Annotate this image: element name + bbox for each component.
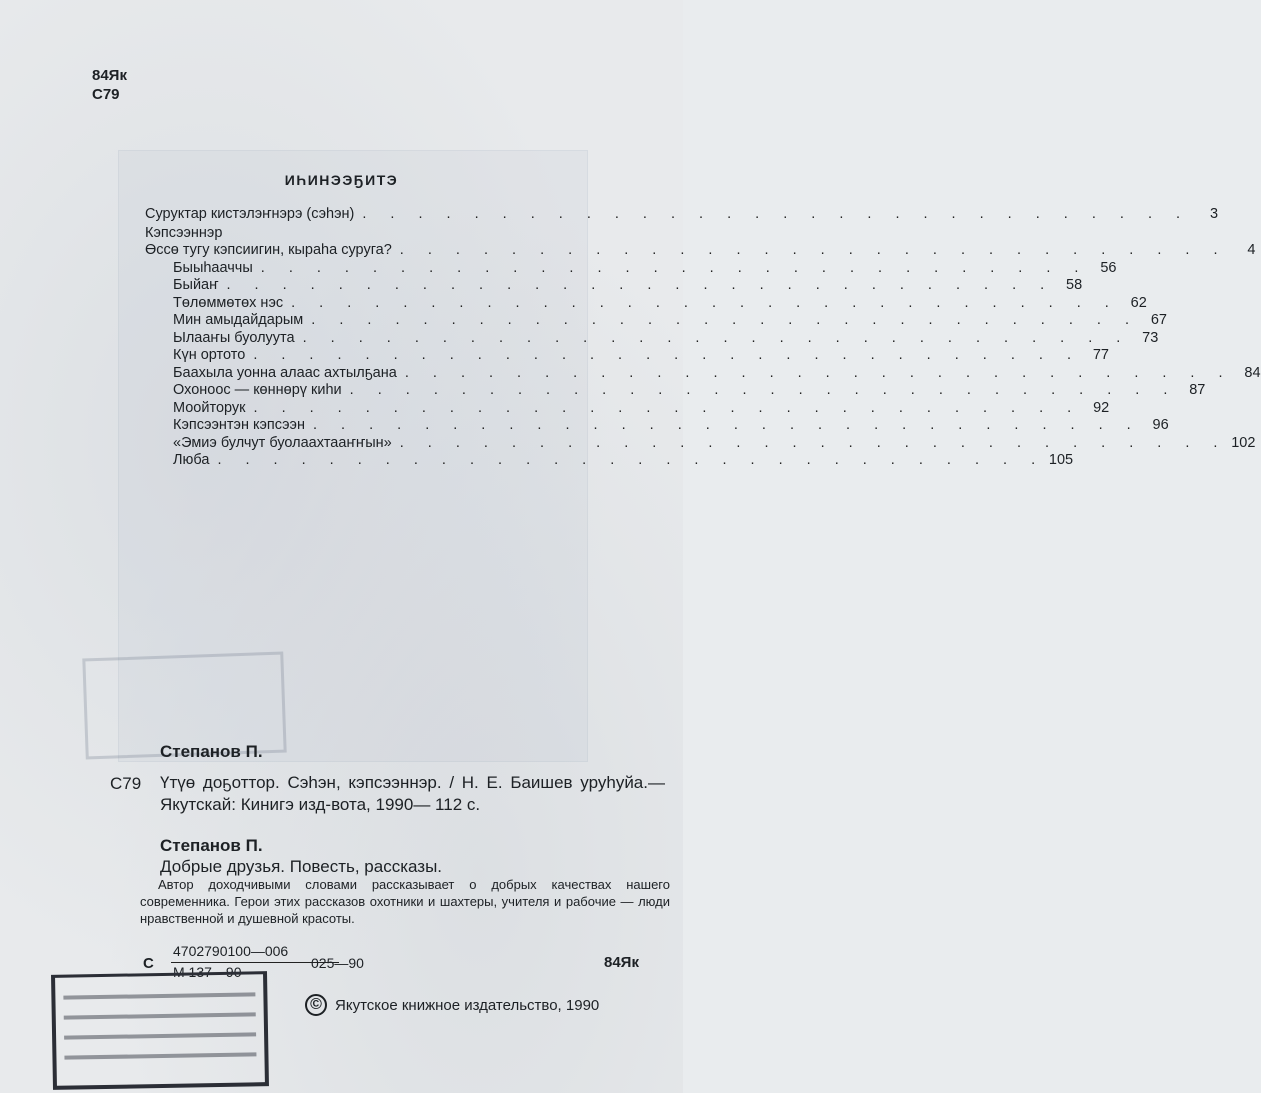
toc-leader-dots: . . . . . . . . . . . . . . . . . . . . . . . . . . . . . . (226, 277, 1055, 293)
toc-leader-dots: . . . . . . . . . . . . . . . . . . . . . . . . . . . . . . (362, 206, 1191, 222)
classification-code-bottom: С79 (92, 86, 120, 103)
table-of-contents (145, 206, 1261, 470)
toc-entry-page: 92 (1093, 399, 1110, 416)
call-number: С79 (110, 774, 142, 793)
toc-leader-dots: . . . . . . . . . . . . . . . . . . . . . . . . . . . . . . (312, 417, 1141, 433)
toc-leader-dots: . . . . . . . . . . . . . . . . . . . . . . . . . . . . . . (311, 312, 1139, 328)
toc-leader-dots: . . . . . . . . . . . . . . . . . . . . . . . . . . . . . . (404, 364, 1233, 381)
bibliographic-description: Үтүө доҕоттор. Сэһэн, кэпсээннэр. / Н. Е. Баишев уруһуйа.— Якутскай: Кинигэ изд-вота, 1990— 112 с. (160, 773, 665, 814)
toc-entry (145, 312, 1167, 330)
toc-entry-title: Моойторук (173, 399, 246, 416)
russian-title: Добрые друзья. Повесть, рассказы. (160, 857, 443, 876)
toc-entry (145, 347, 1109, 365)
toc-entry-title: «Эмиэ булчут буолаахтааҥҥын» (173, 434, 392, 451)
index-letter: С (143, 955, 154, 972)
toc-entry (145, 364, 1261, 383)
classification-code-top: 84Як (92, 67, 127, 84)
toc-entry-page: 67 (1150, 312, 1167, 328)
toc-entry-page: 4 (1247, 242, 1256, 258)
toc-entry-page: 105 (1048, 452, 1074, 468)
toc-entry-title: Өссө тугу кэпсиигин, кыраһа суруга? (145, 242, 392, 258)
index-suffix: 025—90 (311, 955, 364, 971)
toc-entry (145, 382, 1206, 400)
toc-entry-page: 96 (1152, 417, 1169, 433)
toc-entry-title: Мин амыдайдарым (173, 312, 304, 328)
toc-entry (145, 259, 1117, 278)
toc-leader-dots: . . . . . . . . . . . . . . . . . . . . . . . . . . . . . . (399, 434, 1228, 451)
library-stamp (51, 971, 269, 1090)
toc-entry (145, 277, 1083, 295)
toc-leader-dots: . . . . . . . . . . . . . . . . . . . . . . . . . . . . . . (253, 399, 1082, 416)
toc-entry (145, 294, 1147, 313)
toc-leader-dots: . . . . . . . . . . . . . . . . . . . . . . . . . . . . . . (253, 347, 1081, 363)
toc-leader-dots: . . . . . . . . . . . . . . . . . . . . . . . . . . . . . . (217, 452, 1046, 468)
author-name-russian: Степанов П. (160, 836, 263, 855)
toc-entry-title: Күн ортото (173, 347, 246, 363)
toc-leader-dots: . . . . . . . . . . . . . . . . . . . . . . . . . . . . . . (349, 382, 1178, 398)
toc-entry-title: Быыһааччы (173, 259, 253, 276)
toc-entry-page: 77 (1092, 347, 1109, 363)
index-numerator: 4702790100—006 (173, 943, 289, 959)
toc-leader-dots: . . . . . . . . . . . . . . . . . . . . . . . . . . . . . . (302, 329, 1131, 346)
stamp-line (64, 1032, 256, 1039)
stamp-line (64, 1012, 256, 1019)
toc-entry-title: Люба (173, 452, 210, 468)
index-denominator: М 137—90 (173, 964, 242, 980)
toc-entry-page: 56 (1100, 259, 1117, 276)
annotation: Автор доходчивыми словами рассказывает о добрых качествах нашего современника. Герои этих рассказов охотники и шахтеры, учителя и рабочие — люди нравственной и душевной красоты. (140, 877, 670, 926)
toc-entry-title: Суруктар кистэлэҥнэрэ (сэһэн) (145, 206, 355, 222)
toc-entry-page: 84 (1244, 364, 1261, 381)
toc-entry-page: 58 (1066, 277, 1083, 293)
toc-entry (145, 399, 1110, 418)
toc-entry-title: Кэпсээннэр (145, 224, 223, 241)
toc-entry (145, 242, 1256, 260)
toc-entry (145, 452, 1074, 470)
stamp-line (63, 992, 255, 999)
toc-entry-title: Төлөммөтөх нэс (173, 294, 284, 311)
toc-leader-dots: . . . . . . . . . . . . . . . . . . . . . . . . . . . . . . (291, 294, 1119, 311)
classification-code-right: 84Як (604, 954, 639, 971)
toc-entry-page: 3 (1209, 206, 1219, 222)
toc-entry (145, 225, 657, 243)
copyright-line (305, 994, 599, 1016)
author-name: Степанов П. (160, 742, 263, 761)
toc-entry (145, 434, 1256, 453)
toc-entry-page: 62 (1130, 294, 1147, 311)
stamp-line (64, 1052, 256, 1059)
toc-entry-page: 102 (1231, 434, 1256, 451)
toc-entry (145, 206, 1219, 224)
classification-code (92, 66, 127, 104)
copyright-text: Якутское книжное издательство, 1990 (335, 996, 600, 1014)
toc-leader-dots: . . . . . . . . . . . . . . . . . . . . . . . . . . . . . . (399, 242, 1228, 258)
toc-entry-title: Ылааҥы буолуута (173, 329, 295, 346)
toc-entry-page: 73 (1142, 329, 1159, 346)
toc-entry-title: Баахыла уонна алаас ахтылҕана (173, 364, 397, 381)
toc-entry (145, 417, 1169, 435)
toc-entry-title: Кэпсээнтэн кэпсээн (173, 417, 305, 433)
copyright-icon: © (305, 994, 327, 1016)
toc-entry-title: Охоноос — көннөрү киһи (173, 382, 342, 398)
toc-entry (145, 329, 1159, 348)
toc-entry-page: 87 (1189, 382, 1206, 398)
toc-leader-dots: . . . . . . . . . . . . . . . . . . . . . . . . . . . . . . (260, 259, 1089, 276)
toc-heading: ИҺИНЭЭҔИТЭ (284, 172, 399, 188)
toc-entry-title: Быйаҥ (173, 277, 219, 293)
